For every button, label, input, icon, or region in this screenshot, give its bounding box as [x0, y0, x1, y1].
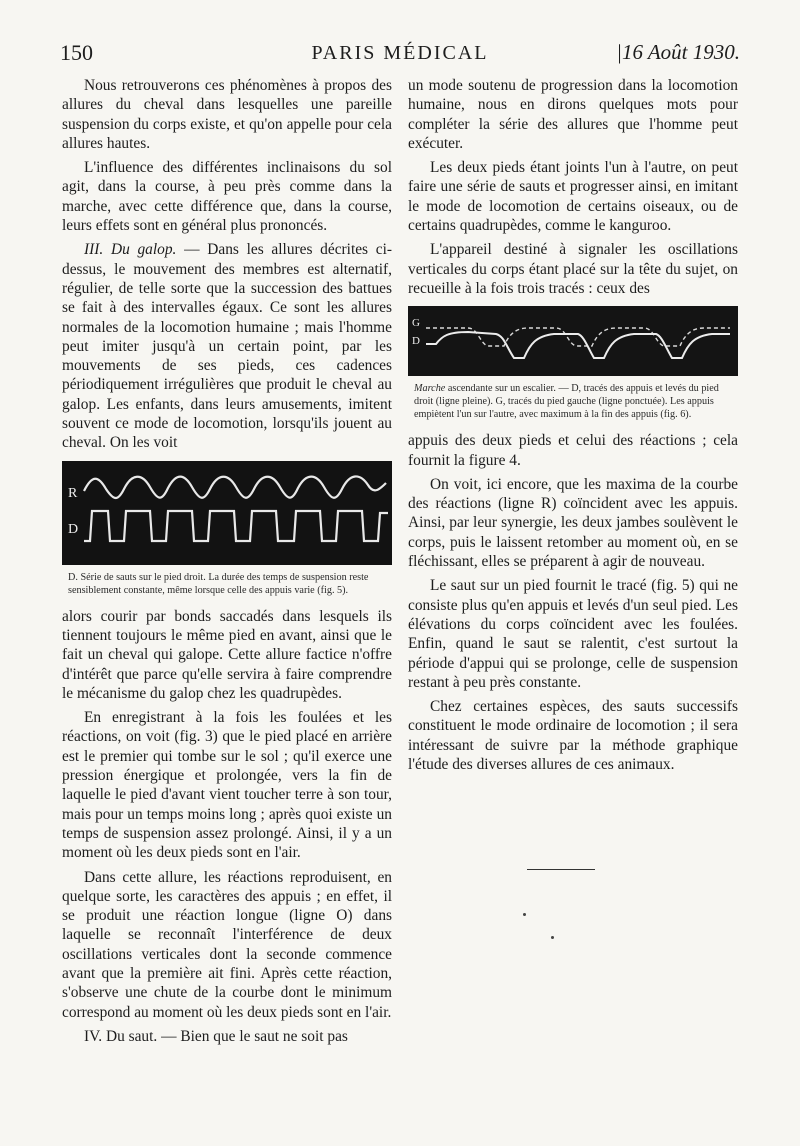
- print-speck: [551, 936, 554, 939]
- trace-label-r: R: [68, 485, 78, 501]
- section-heading: IV. Du saut.: [84, 1027, 158, 1045]
- page-number: 150: [60, 40, 93, 65]
- figure-6-caption: [414, 382, 732, 421]
- paragraph: un mode soutenu de progression dans la locomotion humaine, nous en dirons quelques mots pour compléter la série des allures que l'homme peut exécuter.: [408, 77, 738, 152]
- figure-5-trace: [62, 461, 392, 565]
- left-column: [62, 76, 392, 1051]
- paragraph: alors courir par bonds saccadés dans lesquels ils tiennent toujours le même pied en avant, ainsi que le fait un cheval qui galope. Cette allure factice n'offre d'intérêt que parce qu'elle servira à faire comprendre le mécanisme du galop chez les quadrupèdes.: [62, 607, 392, 702]
- paragraph: Nous retrouverons ces phénomènes à propos des allures du cheval dans lesquelles une pareille suspension du corps existe, et qu'on appelle pour cela allures hautes.: [62, 77, 392, 152]
- paragraph: L'influence des différentes inclinaisons du sol agit, dans la course, à peu près comme dans la marche, avec cette différence que, dans la course, leurs effets sont en général plus prononcés.: [62, 159, 392, 235]
- print-speck: [523, 913, 526, 916]
- paragraph: Chez certaines espèces, des sauts successifs constituent le mode ordinaire de locomotion ; il sera intéressant de suivre par la méthode graphique l'étude des diverses allures de ces animaux.: [408, 698, 738, 774]
- paragraph: Dans cette allure, les réactions reproduisent, en quelque sorte, les caractères des appuis ; en effet, il se produit une réaction longue (ligne O) dans laquelle se reconnaît l'interférence de deux oscillations verticales dont la seconde commence avant que la première ait fini. Après cette réaction, s'observe une chute de la courbe dont le minimum correspond au moment où les deux pieds sont en l'air.: [62, 868, 392, 1021]
- trace-label-g: G: [412, 317, 420, 330]
- section-saut: [62, 1027, 392, 1046]
- issue-date: |16 Août 1930.: [616, 40, 740, 64]
- section-body: — Dans les allures décrites ci-dessus, le mouvement des membres est alternatif, régulier, de telle sorte que la succession des battues se fait à des intervalles égaux. Ce sont les allures normales de la locomotion humaine ; mais l'homme peut imiter jusqu'à un certain point, par les mouvements de ses pieds, ces cadences périodiquement irrégulières que produit le cheval au galop. Les enfants, dans leurs amusements, imitent souvent ce mode de locomotion, lorsqu'ils jouent au cheval. On les voit: [62, 241, 392, 452]
- figure-5-caption: D. Série de sauts sur le pied droit. La durée des temps de suspension reste sensiblement constante, même lorsque celle des appuis varie (fig. 5).: [68, 571, 369, 596]
- paragraph: On voit, ici encore, que les maxima de la courbe des réactions (ligne R) coïncident avec les appuis. Ainsi, par leur synergie, les deux jambes soulèvent le corps, puis le laissent retomber au moment où, en se fléchissant, elles se préparent à agir de nouveau.: [408, 475, 738, 571]
- figure-6-plate: [408, 306, 738, 376]
- caption-lead: Marche: [414, 383, 446, 395]
- paragraph: L'appareil destiné à signaler les oscillations verticales du corps étant placé sur la tête du sujet, on recueille à la fois trois tracés : ceux des: [408, 241, 738, 297]
- end-rule: [527, 869, 595, 870]
- paragraph: En enregistrant à la fois les foulées et les réactions, on voit (fig. 3) que le pied placé en arrière est le premier qui tombe sur le sol ; qu'il exerce une pression énergique et prolongée, vers la fin de laquelle le pied d'avant vient toucher terre à son tour, mais pour un temps moins long ; après quoi existe un temps de suspension assez prolongé. Ainsi, il y a un moment où les deux pieds sont en l'air.: [62, 709, 392, 862]
- paragraph: Les deux pieds étant joints l'un à l'autre, on peut faire une série de sauts et progresser ainsi, en imitant le mode de locomotion de certains oiseaux, ou de certains quadrupèdes, comme le kanguroo.: [408, 159, 738, 235]
- section-heading: III. Du galop.: [84, 241, 177, 259]
- running-title: PARIS MÉDICAL: [311, 42, 489, 64]
- trace-label-d: D: [412, 335, 420, 348]
- trace-label-d: D: [68, 521, 79, 537]
- paragraph: appuis des deux pieds et celui des réactions ; cela fournit la figure 4.: [408, 432, 738, 469]
- section-galop: [62, 240, 392, 452]
- caption-text: ascendante sur un escalier. — D, tracés des appuis et levés du pied droit (ligne pleine). G, tracés du pied gauche (ligne ponctuée). Les appuis empiètent l'un sur l'autre, avec maximum à la fin des appuis (fig. 6).: [414, 383, 719, 421]
- section-body: — Bien que le saut ne soit pas: [157, 1027, 348, 1045]
- figure-5-plate: [62, 461, 392, 565]
- page-header: [60, 40, 740, 74]
- figure-6: [408, 306, 738, 421]
- right-column: [408, 76, 738, 779]
- paragraph: Le saut sur un pied fournit le tracé (fig. 5) qui ne consiste plus qu'en appuis et levés d'un seul pied. Les élévations du corps coïncident avec les foulées. Enfin, quand le saut se ralentit, c'est surtout la période d'appui qui se prolonge, celle de suspension restant à peu près constante.: [408, 577, 738, 691]
- figure-6-trace: [408, 306, 738, 376]
- figure-5: [62, 461, 392, 597]
